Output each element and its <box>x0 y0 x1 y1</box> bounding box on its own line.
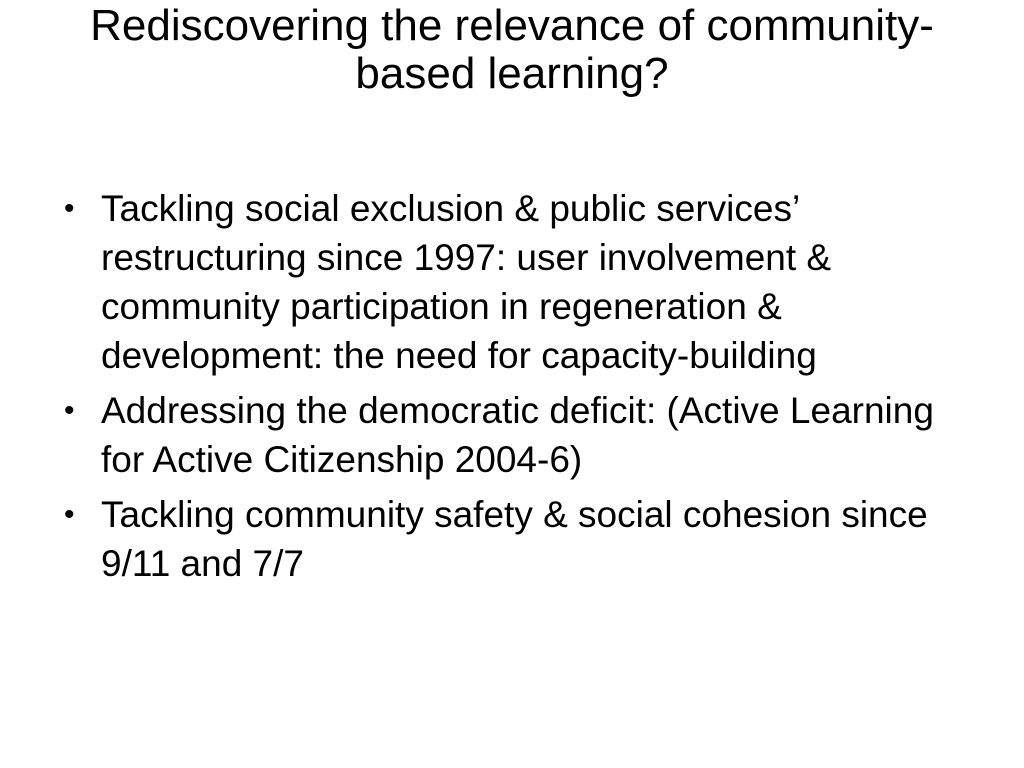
bullet-dot-icon: • <box>64 498 75 531</box>
bullet-item <box>58 184 978 380</box>
bullet-item <box>58 386 978 484</box>
bullet-text: Tackling social exclusion & public services’ restructuring since 1997: user involvement & community participation in regeneration & development: the need for capacity-building <box>101 188 832 376</box>
bullet-dot-icon: • <box>64 192 75 225</box>
bullet-text: Tackling community safety & social cohesion since 9/11 and 7/7 <box>101 494 928 584</box>
bullet-text: Addressing the democratic deficit: (Active Learning for Active Citizenship 2004-6) <box>101 390 934 480</box>
bullet-dot-icon: • <box>64 394 75 427</box>
bullet-list <box>58 184 978 594</box>
bullet-item <box>58 490 978 588</box>
slide-title: Rediscovering the relevance of community-based learning? <box>90 1 934 98</box>
